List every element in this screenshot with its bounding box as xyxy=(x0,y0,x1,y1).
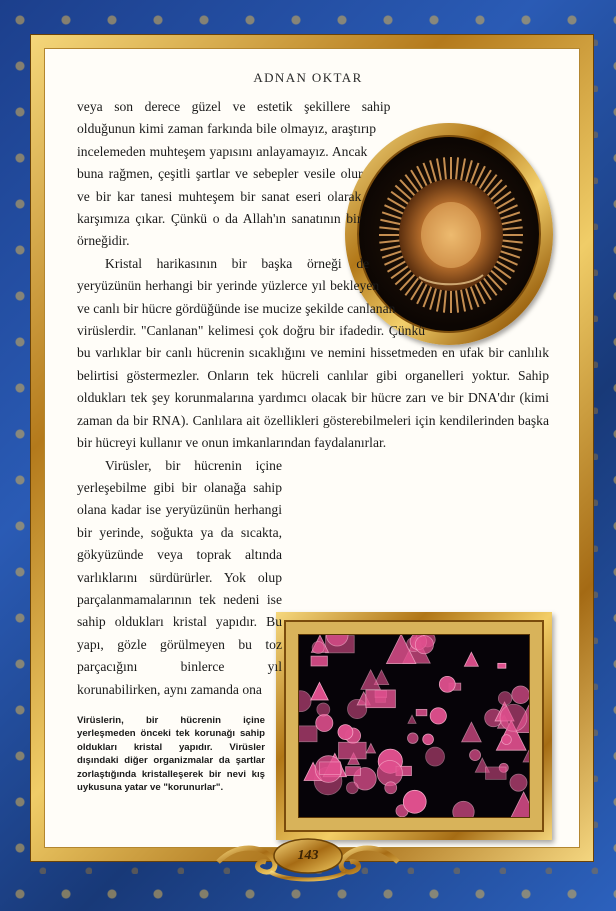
paragraph-1: veya son derece güzel ve estetik şekillere sahip olduğunun kimi zaman farkında bile olmayız, araştırıp incelemeden muhteşem yapısını anlayamayız. Ancak buna rağmen, çeşitli şartlar ve sebepler vesile olur ve bir kar tanesi muhteşem bir sanat eseri olarak karşımıza çıkar. Çünkü o da Allah'ın sanatının bir örneğidir. xyxy=(77,99,391,249)
page-number: 143 xyxy=(297,848,319,863)
article-body xyxy=(77,96,549,701)
paragraph-2: Kristal harikasının bir başka örneği de yeryüzünün herhangi bir yerinde yüzlerce yıl bekleyen ve canlı bir hücre gördüğünde ise mucize şekilde canlanan virüslerdir. "Canlanan" kelimesi çok doğru bir ifadedir. Çünkü bu varlıklar bir canlı hücrenin sıcaklığını ve nemini hissetmeden en ufak bir canlılık belirtisi göstermezler. Onların tek hücreli canlılar gibi organelleri yoktur. Sahip oldukları tek şey korunmalarına yardımcı olacak bir hücre zarı ve bir DNA'dır (kimi zaman da bir RNA). Canlılara ait özellikleri gösterebilmeleri için kendilerinden başka bir hücreyi kullanır ve onun imkanlarından faydalanırlar. xyxy=(77,255,549,451)
image-caption: Virüslerin, bir hücrenin içine yerleşmeden önceki tek korunağı sahip oldukları kristal yapıdır. Virüsler dışındaki diğer organizmalar da şartlar zorlaştığında kristalleşerek bir nevi kış uykusuna yatar ve "korunurlar". xyxy=(77,715,265,794)
paragraph-3: Virüsler, bir hücrenin içine yerleşebilme gibi bir olanağa sahip olana kadar ise yeryüzünün herhangi bir yerinde, soğukta ya da sıcakta, gökyüzünde veya toprak altında varlıklarını sürdürürler. Yok olup parçalanmamalarının tek nedeni ise sahip oldukları kristal yapıdır. Bu yapı, gözle görülmeyen bu toz parçacığını binlerce yıl korunabilirken, aynı zamanda ona xyxy=(77,457,282,697)
running-header: ADNAN OKTAR xyxy=(253,70,363,85)
